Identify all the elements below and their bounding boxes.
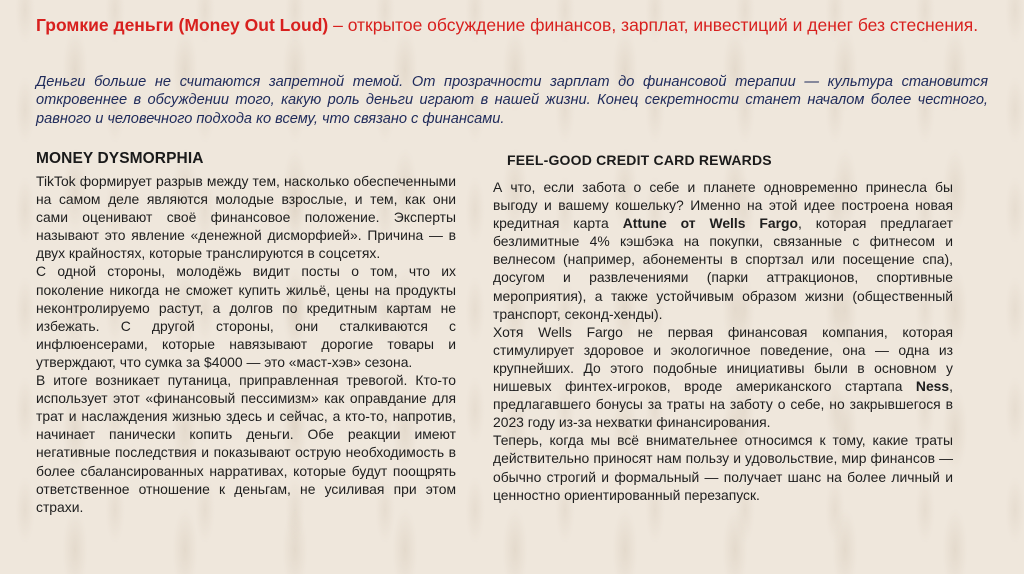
- left-paragraph-3: В итоге возникает путаница, приправленная тревогой. Кто-то использует этот «финансовый пессимизм» как оправдание для трат и наслаждения жизнью здесь и сейчас, а кто-то, напротив, начинает панически копить деньги. Обе реакции имеют негативные последствия и показывают острую необходимость в более сбалансированных нарративах, которые будут поощрять ответственное отношение к деньгам, не усиливая при этом страхи.: [36, 372, 456, 515]
- left-paragraph-1: TikTok формирует разрыв между тем, насколько обеспеченными на самом деле являются молодые взрослые, и тем, как они сами оценивают своё финансовое положение. Эксперты называют это явление «денежной дисморфией». Причина — в двух крайностях, которые транслируются в соцсетях.: [36, 173, 456, 262]
- intro-paragraph: Деньги больше не считаются запретной темой. От прозрачности зарплат до финансовой терапии — культура становится откровеннее в обсуждении того, какую роль деньги играют в нашей жизни. Конец секретности станет началом более честного, равного и человечного подхода ко всему, что связано с финансами.: [36, 74, 988, 127]
- slide-title: [36, 14, 996, 37]
- right-p2-start: Хотя Wells Fargo не первая финансовая компания, которая стимулирует здоровое и экологичное поведение, она — одна из крупнейших. До этого подобные инициативы были в основном у нишевых финтех-игроков, вроде американского стартапа: [493, 323, 953, 395]
- left-column: [36, 150, 456, 516]
- right-paragraph-3: Теперь, когда мы всё внимательнее относимся к тому, какие траты действительно приносят нам пользу и удовольствие, мир финансов — обычно строгий и формальный — получает шанс на более личный и ценностно ориентированный перезапуск.: [493, 432, 953, 503]
- right-p2-bold: Ness: [915, 378, 950, 395]
- right-paragraph-2: [493, 323, 953, 432]
- title-bold: Громкие деньги (Money Out Loud): [36, 15, 329, 35]
- left-paragraph-2: С одной стороны, молодёжь видит посты о том, что их поколение никогда не сможет купить жильё, цены на продукты неконтролируемо растут, а долгов по кредитным картам не избежать. С другой стороны, они сталкиваются с инфлюенсерами, которые навязывают дорогие товары и утверждают, что сумка за $4000 — это «маст-хэв» сезона.: [36, 263, 456, 370]
- right-p1-end: , которая предлагает безлимитные 4% кэшбэка на покупки, связанные с фитнесом и велнесом (например, абонементы в спортзал или посещение спа), досугом и развлечениями (парки аттракционов, спортивные мероприятия), а также устойчивым образом жизни (общественный транспорт, секонд-хенды).: [493, 215, 953, 322]
- right-p2-end: , предлагавшего бонусы за траты на заботу о себе, но закрывшегося в 2023 году из-за нехватки финансирования.: [493, 378, 953, 431]
- right-p1-bold: Attune от Wells Fargo: [622, 215, 799, 232]
- left-heading: MONEY DYSMORPHIA: [36, 150, 204, 167]
- right-column: [493, 152, 953, 504]
- right-p1-start: А что, если забота о себе и планете одновременно принесла бы выгоду и вашему кошельку? Именно на этой идее построена новая кредитная карта: [493, 179, 953, 232]
- title-rest: – открытое обсуждение финансов, зарплат, инвестиций и денег без стеснения.: [328, 15, 979, 35]
- right-paragraph-1: [493, 178, 953, 323]
- right-heading: FEEL-GOOD CREDIT CARD REWARDS: [507, 152, 772, 168]
